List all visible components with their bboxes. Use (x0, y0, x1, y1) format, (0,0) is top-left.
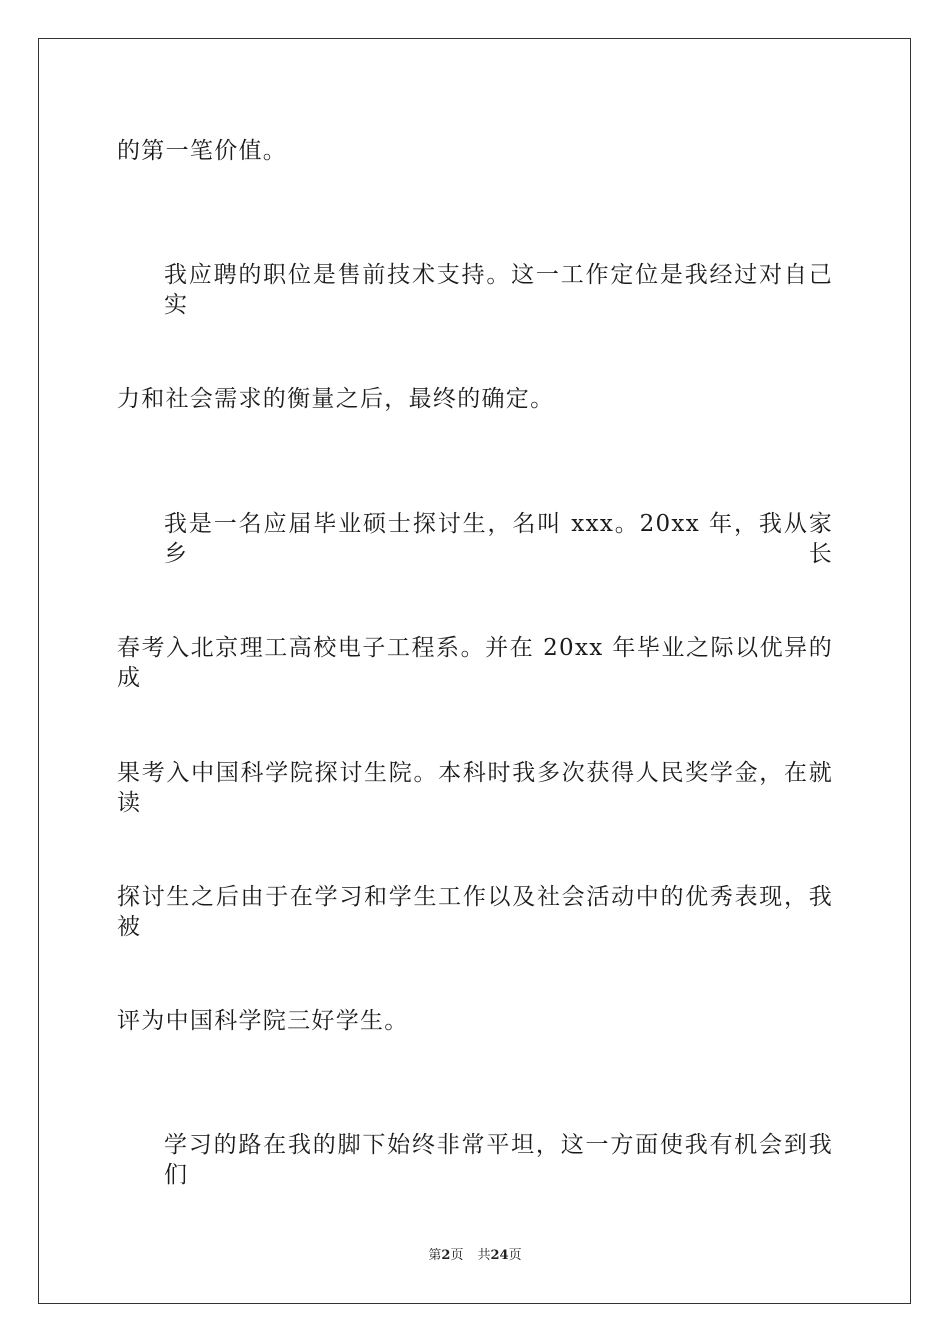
footer-page-prefix: 第 (428, 1248, 442, 1263)
footer-page-number: 2 (441, 1248, 451, 1263)
text-line-8: 评为中国科学院三好学生。 (117, 1008, 409, 1034)
text-line-6: 果考入中国科学院探讨生院。本科时我多次获得人民奖学金，在就读 (117, 760, 833, 816)
text-line-3: 力和社会需求的衡量之后，最终的确定。 (117, 386, 555, 412)
footer-total-prefix: 共 (477, 1248, 491, 1263)
text-line-7: 探讨生之后由于在学习和学生工作以及社会活动中的优秀表现，我被 (117, 884, 833, 940)
footer-page-suffix: 页 (450, 1248, 464, 1263)
footer-total-number: 24 (490, 1248, 509, 1263)
text-line-9: 学习的路在我的脚下始终非常平坦，这一方面使我有机会到我们 (164, 1132, 833, 1188)
text-line-1: 的第一笔价值。 (117, 138, 288, 164)
text-line-5: 春考入北京理工高校电子工程系。并在 20xx 年毕业之际以优异的成 (117, 635, 833, 691)
text-line-4: 我是一名应届毕业硕士探讨生，名叫 xxx。20xx 年，我从家乡长 (164, 511, 833, 567)
page-footer (0, 1247, 950, 1265)
text-line-2: 我应聘的职位是售前技术支持。这一工作定位是我经过对自己实 (164, 262, 833, 318)
footer-total-suffix: 页 (508, 1248, 522, 1263)
